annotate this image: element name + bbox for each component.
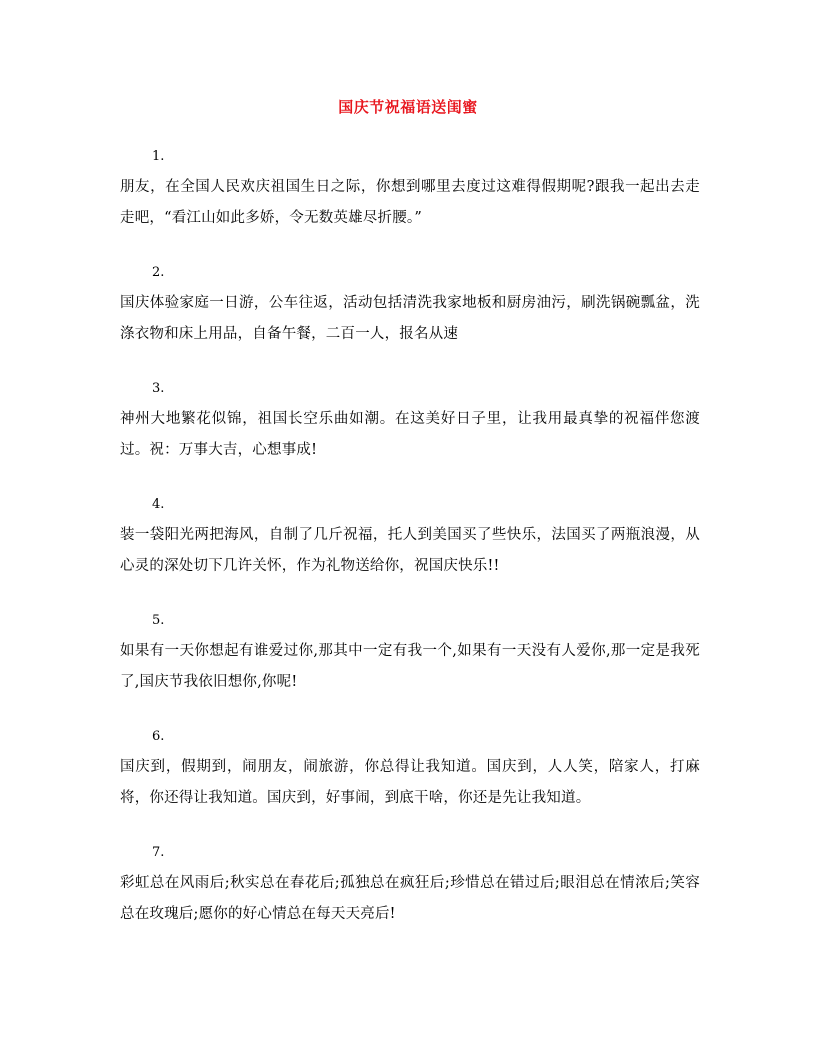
item-number: 2. <box>152 265 165 280</box>
list-item <box>120 378 700 466</box>
list-item <box>120 610 700 698</box>
item-number: 6. <box>152 729 165 744</box>
list-item <box>120 842 700 930</box>
item-text: 朋友，在全国人民欢庆祖国生日之际，你想到哪里去度过这难得假期呢?跟我一起出去走走吧，“看江山如此多娇，令无数英雄尽折腰。” <box>120 179 700 226</box>
item-number: 3. <box>152 381 165 396</box>
item-text: 彩虹总在风雨后;秋实总在春花后;孤独总在疯狂后;珍惜总在错过后;眼泪总在情浓后;笑容总在玫瑰后;愿你的好心情总在每天天亮后! <box>120 875 700 922</box>
item-text: 国庆体验家庭一日游，公车往返，活动包括清洗我家地板和厨房油污，刷洗锅碗瓢盆，洗涤衣物和床上用品，自备午餐，二百一人，报名从速 <box>120 295 700 342</box>
list-item <box>120 146 700 234</box>
item-number: 4. <box>152 497 165 512</box>
document-body <box>120 146 700 958</box>
document-title: 国庆节祝福语送闺蜜 <box>338 98 478 116</box>
list-item <box>120 262 700 350</box>
item-number: 5. <box>152 613 165 628</box>
item-text: 神州大地繁花似锦，祖国长空乐曲如潮。在这美好日子里，让我用最真挚的祝福伴您渡过。祝：万事大吉，心想事成! <box>120 411 700 458</box>
item-number: 1. <box>152 149 165 164</box>
item-text: 国庆到，假期到，闹朋友，闹旅游，你总得让我知道。国庆到，人人笑，陪家人，打麻将，你还得让我知道。国庆到，好事闹，到底干啥，你还是先让我知道。 <box>120 759 700 806</box>
list-item <box>120 726 700 814</box>
item-text: 如果有一天你想起有谁爱过你,那其中一定有我一个,如果有一天没有人爱你,那一定是我死了,国庆节我依旧想你,你呢! <box>120 643 700 690</box>
item-number: 7. <box>152 845 165 860</box>
list-item <box>120 494 700 582</box>
item-text: 装一袋阳光两把海风，自制了几斤祝福，托人到美国买了些快乐，法国买了两瓶浪漫，从心灵的深处切下几许关怀，作为礼物送给你，祝国庆快乐!! <box>120 527 700 574</box>
